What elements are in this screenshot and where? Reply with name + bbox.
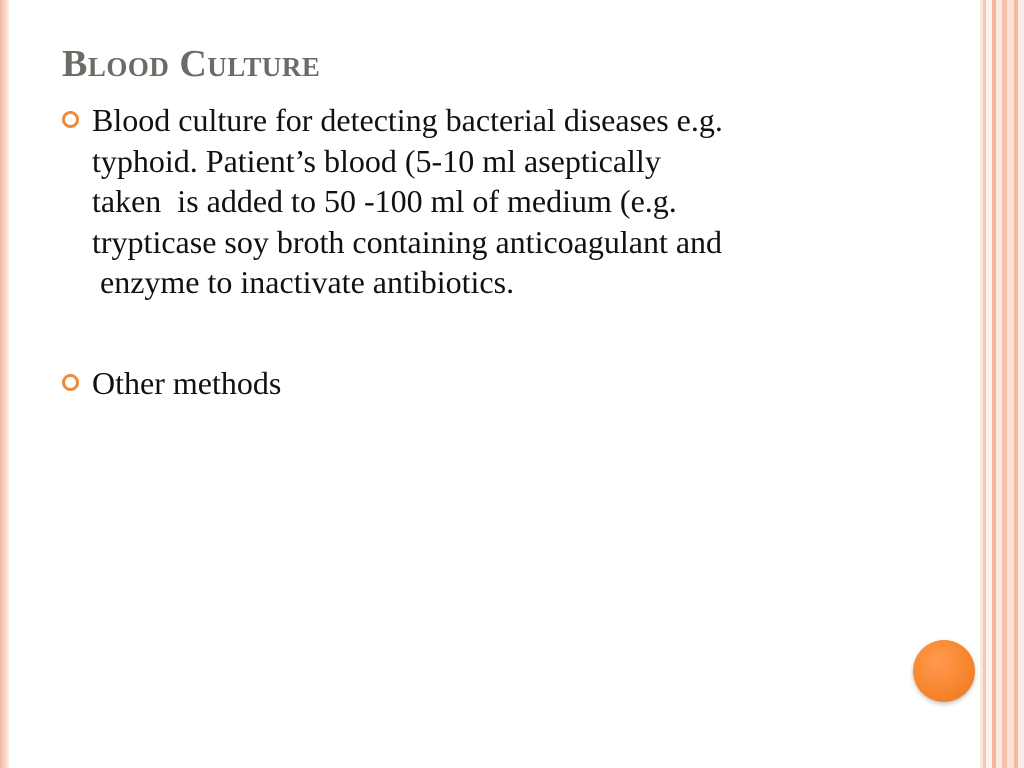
orange-circle-decoration (913, 640, 975, 702)
bullet-text-line: enzyme to inactivate antibiotics. (92, 264, 515, 300)
bullet-text-line: Other methods (92, 364, 282, 401)
bullet-circle-icon (62, 111, 79, 128)
bullet-list (62, 100, 922, 403)
left-border-decoration (0, 0, 9, 768)
bullet-text-line: Blood culture for detecting bacterial diseases e.g. (92, 102, 723, 138)
bullet-text-line: taken is added to 50 -100 ml of medium (e.g. (92, 183, 677, 219)
bullet-circle-icon (62, 374, 79, 391)
bullet-item (62, 100, 922, 303)
right-stripe-decoration (980, 0, 1024, 768)
bullet-text-line: typhoid. Patient’s blood (5-10 ml aseptically (92, 142, 661, 179)
bullet-text-line: trypticase soy broth containing anticoagulant and (92, 223, 723, 260)
slide-title: Blood Culture (62, 43, 321, 85)
bullet-item (62, 363, 922, 404)
